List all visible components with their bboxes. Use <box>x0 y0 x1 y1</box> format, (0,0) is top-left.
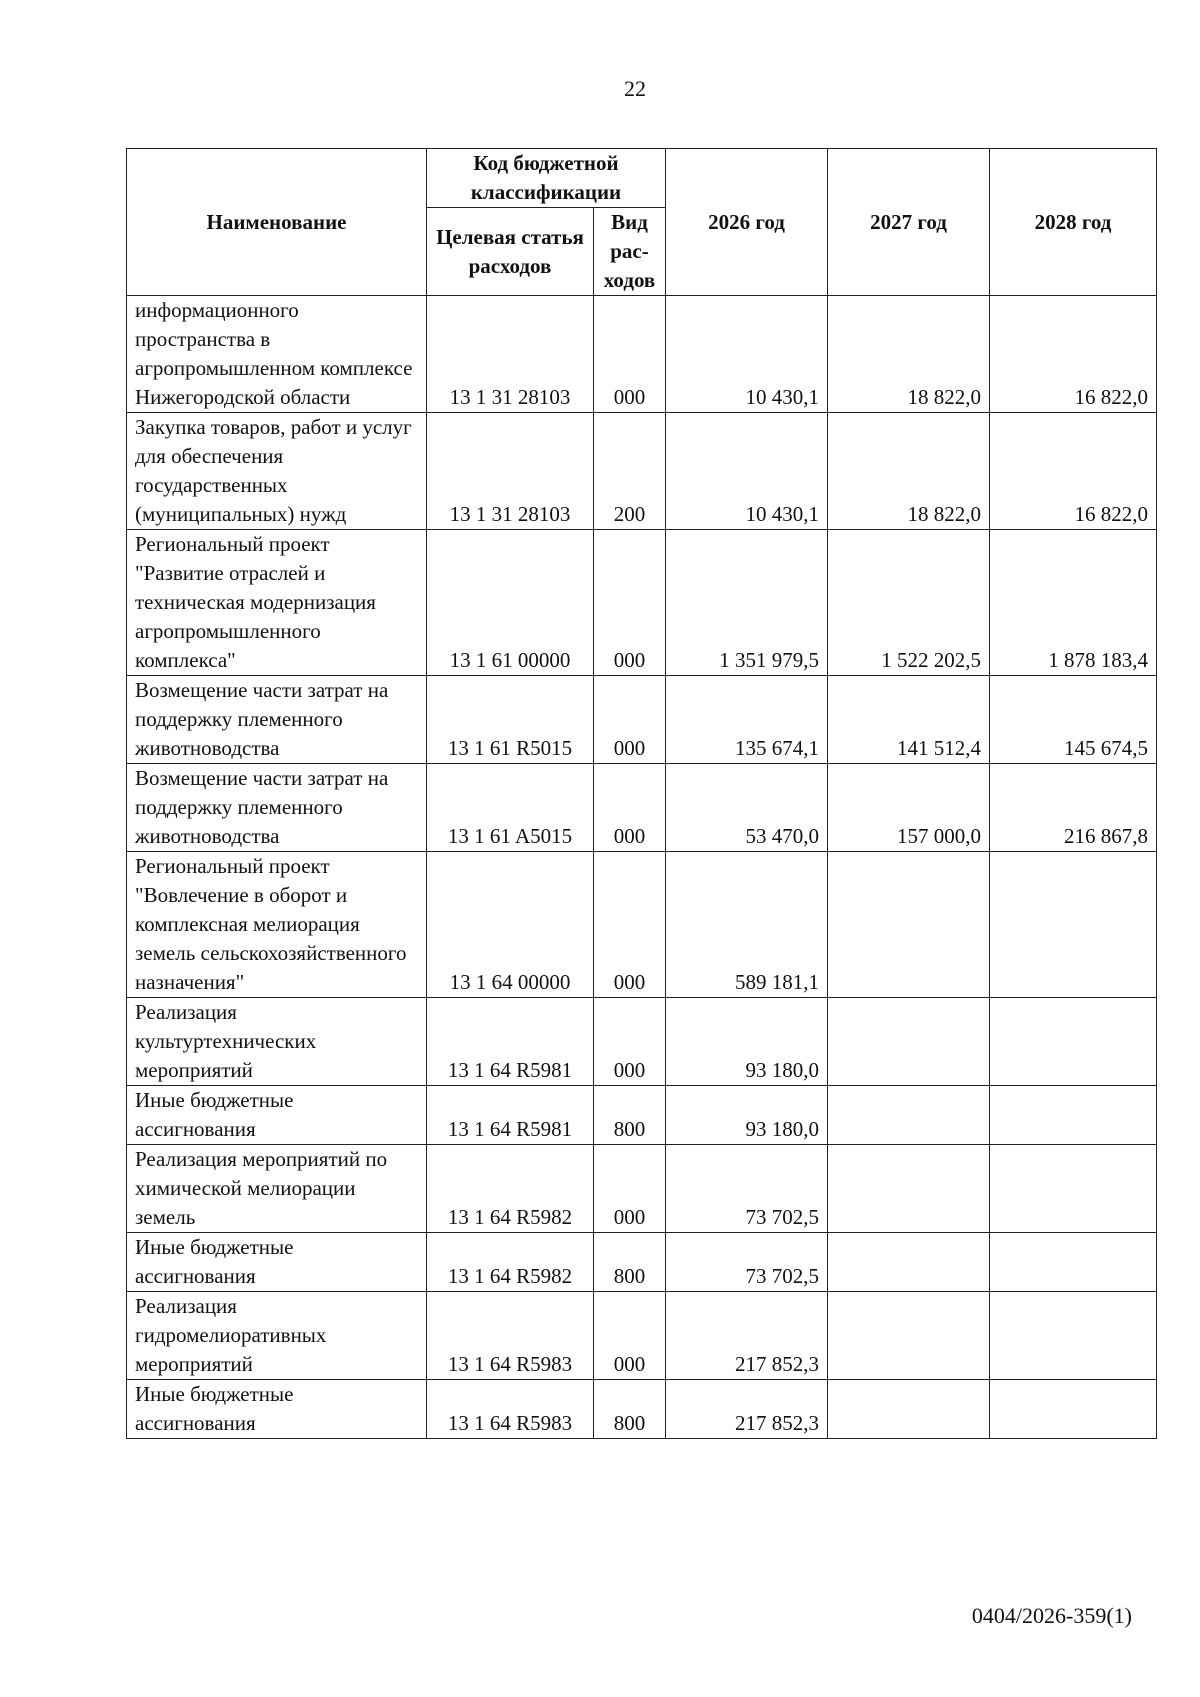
row-value-2026: 93 180,0 <box>666 998 828 1086</box>
row-value-2027 <box>828 1086 990 1145</box>
row-target-article: 13 1 64 R5981 <box>427 998 594 1086</box>
row-value-2028 <box>990 1145 1157 1233</box>
table-row <box>127 1086 1157 1145</box>
row-target-article: 13 1 64 R5983 <box>427 1292 594 1380</box>
row-name: Региональный проект "Развитие отраслей и техническая модернизация агропромышленного комплекса" <box>127 530 427 676</box>
row-value-2028 <box>990 1380 1157 1439</box>
row-value-2026: 1 351 979,5 <box>666 530 828 676</box>
row-target-article: 13 1 64 R5982 <box>427 1233 594 1292</box>
row-name: Реализация мероприятий по химической мелиорации земель <box>127 1145 427 1233</box>
row-name: Региональный проект "Вовлечение в оборот и комплексная мелиорация земель сельскохозяйственного назначения" <box>127 852 427 998</box>
row-value-2026: 10 430,1 <box>666 413 828 530</box>
row-expense-type: 000 <box>594 676 666 764</box>
row-name: Реализация гидромелиоративных мероприятий <box>127 1292 427 1380</box>
row-value-2027: 157 000,0 <box>828 764 990 852</box>
row-name: Закупка товаров, работ и услуг для обеспечения государственных (муниципальных) нужд <box>127 413 427 530</box>
row-target-article: 13 1 31 28103 <box>427 296 594 413</box>
row-target-article: 13 1 64 R5983 <box>427 1380 594 1439</box>
row-value-2028: 145 674,5 <box>990 676 1157 764</box>
row-expense-type: 000 <box>594 998 666 1086</box>
row-name: Иные бюджетные ассигнования <box>127 1380 427 1439</box>
row-target-article: 13 1 61 00000 <box>427 530 594 676</box>
row-expense-type: 000 <box>594 1292 666 1380</box>
row-value-2026: 589 181,1 <box>666 852 828 998</box>
table-row <box>127 852 1157 998</box>
row-value-2027 <box>828 1380 990 1439</box>
table-header <box>127 149 1157 296</box>
row-name: информационного пространства в агропромышленном комплексе Нижегородской области <box>127 296 427 413</box>
row-expense-type: 800 <box>594 1233 666 1292</box>
row-value-2028 <box>990 1086 1157 1145</box>
row-value-2028 <box>990 852 1157 998</box>
row-target-article: 13 1 64 R5981 <box>427 1086 594 1145</box>
row-value-2026: 135 674,1 <box>666 676 828 764</box>
table-row <box>127 413 1157 530</box>
row-value-2026: 10 430,1 <box>666 296 828 413</box>
row-target-article: 13 1 61 A5015 <box>427 764 594 852</box>
row-value-2027: 1 522 202,5 <box>828 530 990 676</box>
header-expense-type: Вид рас-ходов <box>594 208 666 296</box>
row-value-2028: 16 822,0 <box>990 413 1157 530</box>
row-name: Возмещение части затрат на поддержку племенного животноводства <box>127 676 427 764</box>
row-expense-type: 000 <box>594 1145 666 1233</box>
row-value-2027: 141 512,4 <box>828 676 990 764</box>
row-expense-type: 000 <box>594 852 666 998</box>
row-value-2027 <box>828 1145 990 1233</box>
table-row <box>127 1292 1157 1380</box>
row-name: Реализация культуртехнических мероприятий <box>127 998 427 1086</box>
row-value-2028 <box>990 1233 1157 1292</box>
row-expense-type: 000 <box>594 530 666 676</box>
row-value-2026: 217 852,3 <box>666 1380 828 1439</box>
row-value-2027: 18 822,0 <box>828 296 990 413</box>
row-name: Возмещение части затрат на поддержку племенного животноводства <box>127 764 427 852</box>
row-expense-type: 200 <box>594 413 666 530</box>
table-row <box>127 764 1157 852</box>
table-row <box>127 676 1157 764</box>
row-target-article: 13 1 31 28103 <box>427 413 594 530</box>
row-value-2027: 18 822,0 <box>828 413 990 530</box>
row-value-2026: 53 470,0 <box>666 764 828 852</box>
row-value-2027 <box>828 1292 990 1380</box>
row-value-2026: 73 702,5 <box>666 1233 828 1292</box>
row-name: Иные бюджетные ассигнования <box>127 1233 427 1292</box>
row-expense-type: 000 <box>594 296 666 413</box>
row-name: Иные бюджетные ассигнования <box>127 1086 427 1145</box>
row-value-2028: 16 822,0 <box>990 296 1157 413</box>
budget-table <box>126 148 1157 1439</box>
row-expense-type: 000 <box>594 764 666 852</box>
row-value-2026: 217 852,3 <box>666 1292 828 1380</box>
table-row <box>127 296 1157 413</box>
header-2028: 2028 год <box>990 149 1157 296</box>
page-number: 22 <box>624 76 646 101</box>
table-row <box>127 1145 1157 1233</box>
header-budget-code: Код бюджетной классификации <box>427 149 666 208</box>
row-value-2026: 93 180,0 <box>666 1086 828 1145</box>
row-expense-type: 800 <box>594 1380 666 1439</box>
row-value-2027 <box>828 998 990 1086</box>
row-value-2028: 216 867,8 <box>990 764 1157 852</box>
row-value-2028 <box>990 1292 1157 1380</box>
row-value-2028 <box>990 998 1157 1086</box>
row-value-2027 <box>828 1233 990 1292</box>
header-2027: 2027 год <box>828 149 990 296</box>
row-target-article: 13 1 61 R5015 <box>427 676 594 764</box>
table-body <box>127 296 1157 1439</box>
row-value-2028: 1 878 183,4 <box>990 530 1157 676</box>
row-expense-type: 800 <box>594 1086 666 1145</box>
table-row <box>127 998 1157 1086</box>
row-target-article: 13 1 64 00000 <box>427 852 594 998</box>
row-value-2026: 73 702,5 <box>666 1145 828 1233</box>
header-name: Наименование <box>127 149 427 296</box>
table-row <box>127 1233 1157 1292</box>
table-row <box>127 530 1157 676</box>
document-code: 0404/2026-359(1) <box>971 1603 1132 1628</box>
header-target-article: Целевая статья расходов <box>427 208 594 296</box>
row-value-2027 <box>828 852 990 998</box>
table-row <box>127 1380 1157 1439</box>
header-2026: 2026 год <box>666 149 828 296</box>
row-target-article: 13 1 64 R5982 <box>427 1145 594 1233</box>
